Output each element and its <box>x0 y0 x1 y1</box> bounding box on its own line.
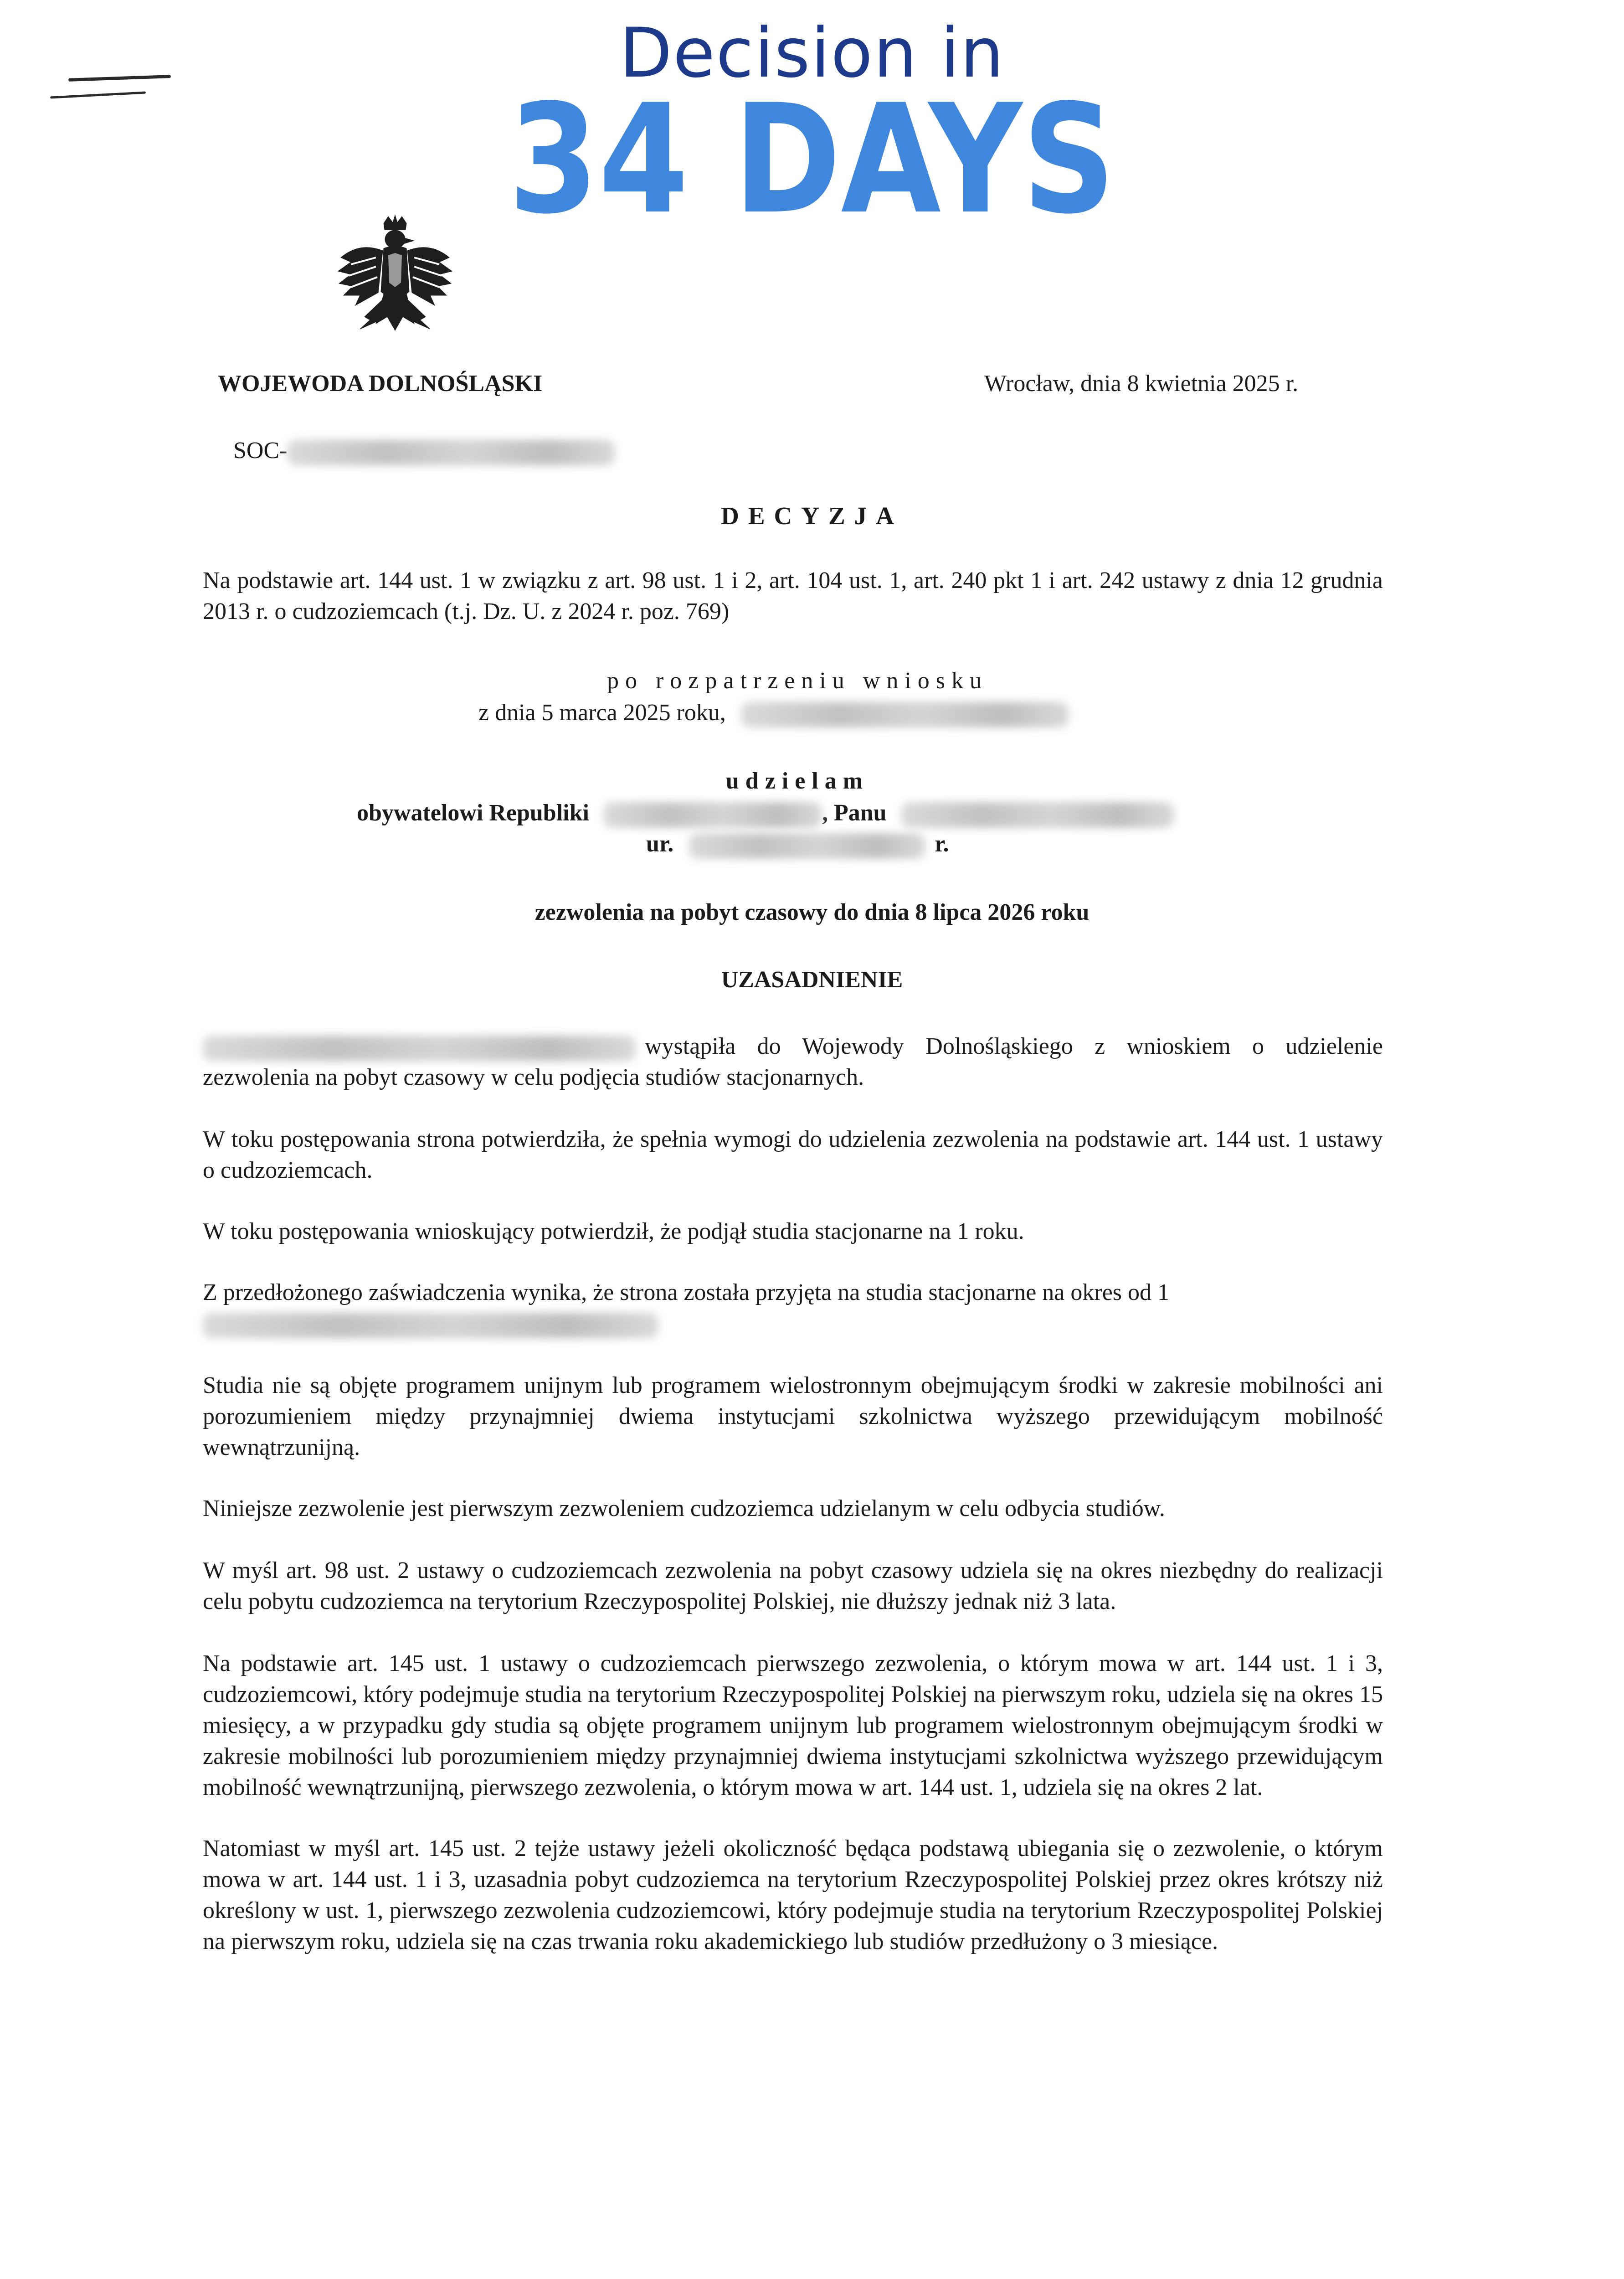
paragraph-4-text: Z przedłożonego zaświadczenia wynika, że strona została przyjęta na studia stacjonarne na okres od 1 <box>203 1279 1170 1305</box>
redacted-name <box>901 802 1174 828</box>
paragraph-1-text: wystąpiła do Wojewody Dolnośląskiego z wnioskiem o udzielenie zezwolenia na pobyt czasowy w celu podjęcia studiów stacjonarnych. <box>203 1033 1383 1090</box>
paragraph-7: W myśl art. 98 ust. 2 ustawy o cudzoziemcach zezwolenia na pobyt czasowy udziela się na okres niezbędny do realizacji celu pobytu cudzoziemca na terytorium Rzeczypospolitej Polskiej, nie dłuższy jednak niż 3 lata. <box>203 1557 1383 1614</box>
redacted-applicant-info <box>203 1036 636 1061</box>
born-prefix: ur. <box>646 831 674 857</box>
paragraph-1 <box>203 1031 1383 1093</box>
place-date: Wrocław, dnia 8 kwietnia 2025 r. <box>984 371 1299 397</box>
born-suffix: r. <box>935 831 949 857</box>
redacted-case-number <box>287 440 615 465</box>
redacted-country <box>603 802 822 828</box>
paragraph-4 <box>203 1277 1383 1339</box>
consideration-line-1: po rozpatrzeniu wniosku <box>606 668 988 694</box>
redacted-application-number <box>741 702 1069 727</box>
case-number <box>233 435 615 466</box>
banner-line-2: 34 DAYS <box>509 72 1115 247</box>
recipient-mid: , Panu <box>822 800 887 826</box>
permit-statement: zezwolenia na pobyt czasowy do dnia 8 lipca 2026 roku <box>534 899 1090 925</box>
legal-basis: Na podstawie art. 144 ust. 1 w związku z art. 98 ust. 1 i 2, art. 104 ust. 1, art. 240 pkt 1 i art. 242 ustawy z dnia 12 grudnia 2013 r. o cudzoziemcach (t.j. Dz. U. z 2024 r. poz. 769) <box>203 567 1383 624</box>
redacted-birth-date <box>689 833 925 859</box>
banner-line-1: Decision in <box>619 14 1005 93</box>
document-title: DECYZJA <box>721 502 903 530</box>
redacted-study-period <box>203 1313 658 1338</box>
case-prefix: SOC- <box>233 438 288 464</box>
recipient-prefix: obywatelowi Republiki <box>357 800 589 826</box>
justification-title: UZASADNIENIE <box>721 967 903 993</box>
application-date: z dnia 5 marca 2025 roku, <box>478 700 726 726</box>
eagle-emblem-icon <box>333 214 458 351</box>
recipient-line <box>357 798 1174 829</box>
consideration-line-2 <box>478 697 1069 728</box>
paragraph-8: Na podstawie art. 145 ust. 1 ustawy o cudzoziemcach pierwszego zezwolenia, o którym mowa w art. 144 ust. 1 i 3, cudzoziemcowi, który podejmuje studia na terytorium Rzeczypospolitej Polskiej na pierwszym roku, udziela się na okres 15 miesięcy, a w przypadku gdy studia są objęte programem unijnym lub programem wielostronnym obejmującym środki w zakresie mobilności lub porozumieniem między przynajmniej dwiema instytucjami szkolnictwa wyższego przewidującym mobilność wewnątrzunijną, pierwszego zezwolenia, o którym mowa w art. 144 ust. 1, udziela się na okres 2 lat. <box>203 1650 1383 1800</box>
born-line <box>646 829 949 860</box>
paragraph-9: Natomiast w myśl art. 145 ust. 2 tejże ustawy jeżeli okoliczność będąca podstawą ubiegania się o zezwolenie, o którym mowa w art. 144 ust. 1 i 3, uzasadnia pobyt cudzoziemca na terytorium Rzeczypospolitej Polskiej przez okres krótszy niż określony w ust. 1, pierwszego zezwolenia cudzoziemcowi, który podejmuje studia na terytorium Rzeczypospolitej Polskiej na pierwszym roku, udziela się na czas trwania roku akademickiego lub studiów przedłużony o 3 miesiące. <box>203 1836 1383 1954</box>
authority-name: WOJEWODA DOLNOŚLĄSKI <box>218 371 543 397</box>
grant-verb: udzielam <box>725 768 869 794</box>
paragraph-5: Studia nie są objęte programem unijnym lub programem wielostronnym obejmującym środki w zakresie mobilności ani porozumieniem między przynajmniej dwiema instytucjami szkolnictwa wyższego przewidującym mobilność wewnątrzunijną. <box>203 1372 1383 1460</box>
paragraph-6: Niniejsze zezwolenie jest pierwszym zezwoleniem cudzoziemca udzielanym w celu odbycia studiów. <box>203 1495 1165 1521</box>
paragraph-2: W toku postępowania strona potwierdziła, że spełnia wymogi do udzielenia zezwolenia na podstawie art. 144 ust. 1 ustawy o cudzoziemcach. <box>203 1126 1383 1183</box>
paragraph-3: W toku postępowania wnioskujący potwierdził, że podjął studia stacjonarne na 1 roku. <box>203 1218 1024 1244</box>
